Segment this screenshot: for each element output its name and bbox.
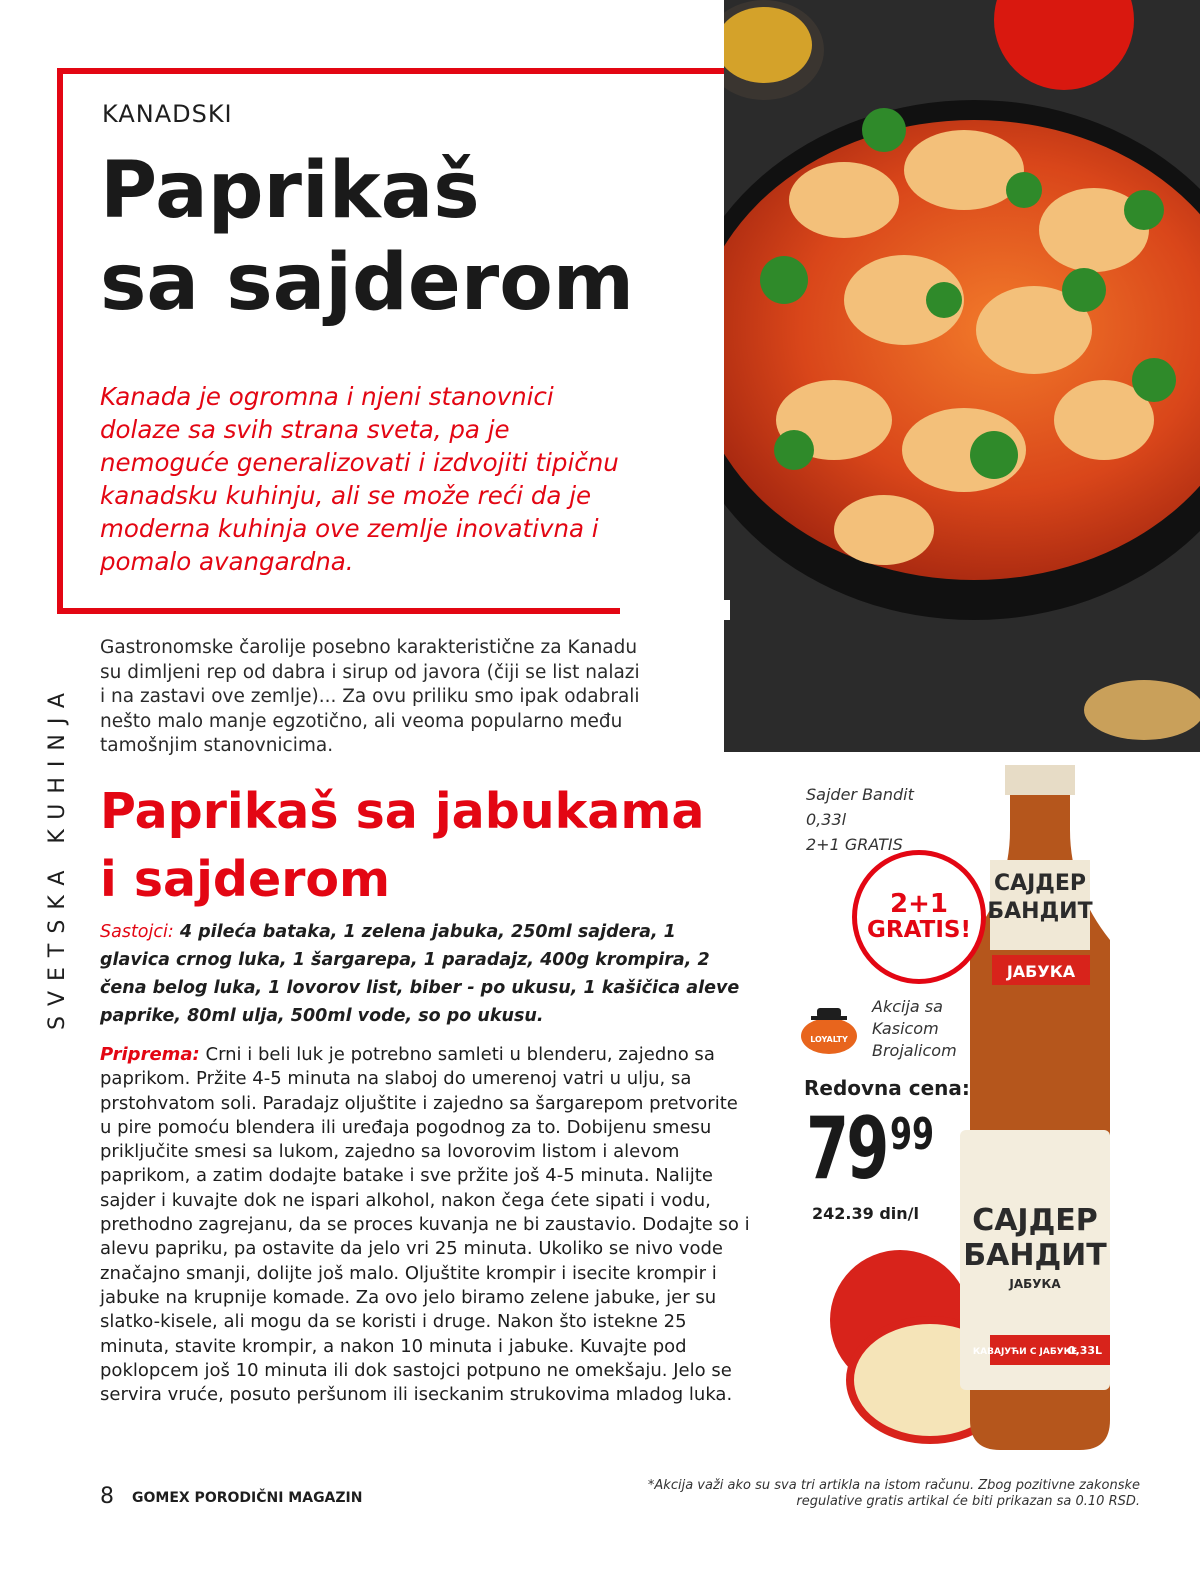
ingredients-text: 4 pileća bataka, 1 zelena jabuka, 250ml sajdera, 1 glavica crnog luka, 1 šargarepa, 1 paradajz, 400g krompira, 2 čena belog luka, 1 lovorov list, biber - po ukusu, 1 kašičica aleve paprike, 80ml ulja, 500ml vode, so po ukusu. xyxy=(100,922,740,1026)
loyalty-line-1: Akcija sa xyxy=(872,997,943,1016)
headline-line-2: sa sajderom xyxy=(100,238,635,328)
section-label: SVETSKA KUHINJA xyxy=(45,683,70,1030)
promo-badge xyxy=(852,850,986,984)
promo-badge-sub: GRATIS! xyxy=(867,917,971,943)
page-title xyxy=(100,145,720,329)
loyalty-text xyxy=(872,996,957,1062)
preparation-label: Priprema: xyxy=(100,1044,200,1065)
piggy-bank-icon xyxy=(797,998,867,1056)
preparation-paragraph xyxy=(100,1043,750,1407)
recipe-title-line-1: Paprikaš sa jabukama xyxy=(100,783,705,840)
product-volume: 0,33l xyxy=(806,810,847,829)
loyalty-line-3: Brojalicom xyxy=(872,1041,957,1060)
lead-paragraph: Gastronomske čarolije posebno karakteristične za Kanadu su dimljeni rep od dabra i sirup od javora (čiji se list nalazi i na zastavi ove zemlje)... Za ovu priliku smo ipak odabrali nešto malo manje egzotično, ali veoma popularno među tamošnjim stanovnicima. xyxy=(100,637,640,756)
loyalty-logo-text: LOYALTY xyxy=(810,1035,848,1044)
recipe-title-line-2: i sajderom xyxy=(100,851,391,908)
preparation-text: Crni i beli luk je potrebno samleti u blenderu, zajedno sa paprikom. Pržite 4-5 minuta na slaboj do umerenoj vatri u ulju, sa prstohvatom soli. Paradajz oljuštite i zajedno sa šargarepom pretvorite u pire pomoću blendera ili uređaja pogodnog za to. Dobijenu smesu priključite smesi sa lukom, zajedno sa lovorovim listom i alevom paprikom, a zatim dodajte batake i sve pržite još 4-5 minuta. Nalijte sajder i kuvajte dok ne ispari alkohol, nakon čega ćete sipati i vodu, prethodno zagrejanu, da se proces kuvanja ne bi zaustavio. Dodajte so i alevu papriku, pa ostavite da jelo vri 25 minuta. Ukoliko se nivo vode značajno smanji, dolijte još malo. Oljuštite krompir i isecite krompir i jabuke na krupnije komade. Za ovo jelo biramo zelene jabuke, jer su slatko-kisele, ali mogu da se koristi i druge. Nakon što istekne 25 minuta, stavite krompir, a nakon 10 minuta i jabuke. Kuvajte pod poklopcem još 10 minuta ili dok sastojci potpuno ne omekšaju. Jelo se servira vruće, posuto peršunom ili iseckanim strukovima mladog luka. xyxy=(100,1044,750,1406)
product-name: Sajder Bandit xyxy=(806,785,914,804)
product-offer: 2+1 GRATIS xyxy=(806,835,903,854)
loyalty-line-2: Kasicom xyxy=(872,1019,939,1038)
bottle-label-volume: 0,33L xyxy=(1067,1344,1103,1357)
bottle-neck-flavor: ЈАБУКА xyxy=(1006,962,1076,981)
disclaimer: *Akcija važi ako su sva tri artikla na istom računu. Zbog pozitivne zakonske regulative gratis artikal će biti prikazan sa 0.10 RSD. xyxy=(647,1478,1140,1509)
intro-text: Kanada je ogromna i njeni stanovnici dolaze sa svih strana sveta, pa je nemoguće generalizovati i izdvojiti tipičnu kanadsku kuhinju, ali se može reći da je moderna kuhinja ove zemlje inovativna i pomalo avangardna. xyxy=(100,382,619,576)
product-info xyxy=(806,782,914,857)
unit-price: 242.39 din/l xyxy=(812,1204,919,1223)
hero-food-photo xyxy=(724,0,1200,752)
bottle-label-small: КАВАЈУЋИ С ЈАБУКЕ xyxy=(972,1347,1078,1357)
kicker: KANADSKI xyxy=(102,100,233,128)
bottle-label-brand-1: САЈДЕР xyxy=(972,1203,1098,1238)
recipe-title xyxy=(100,778,780,914)
magazine-name: GOMEX PORODIČNI MAGAZIN xyxy=(132,1490,363,1506)
ingredients-label: Sastojci: xyxy=(100,922,174,942)
headline-line-1: Paprikaš xyxy=(100,146,480,236)
price-label: Redovna cena: xyxy=(804,1076,970,1100)
frame-gap xyxy=(620,600,730,620)
bottle-neck-brand-1: САЈДЕР xyxy=(993,871,1087,896)
price-cents: 99 xyxy=(890,1109,935,1160)
price-whole: 79 xyxy=(806,1099,887,1199)
ingredients-paragraph xyxy=(100,918,750,1030)
page-number: 8 xyxy=(100,1484,114,1509)
bottle-label-brand-2: БАНДИТ xyxy=(963,1238,1107,1273)
promo-badge-main: 2+1 xyxy=(890,889,948,919)
bottle-neck-brand-2: БАНДИТ xyxy=(987,899,1093,924)
bottle-label-flavor: ЈАБУКА xyxy=(1009,1277,1061,1291)
